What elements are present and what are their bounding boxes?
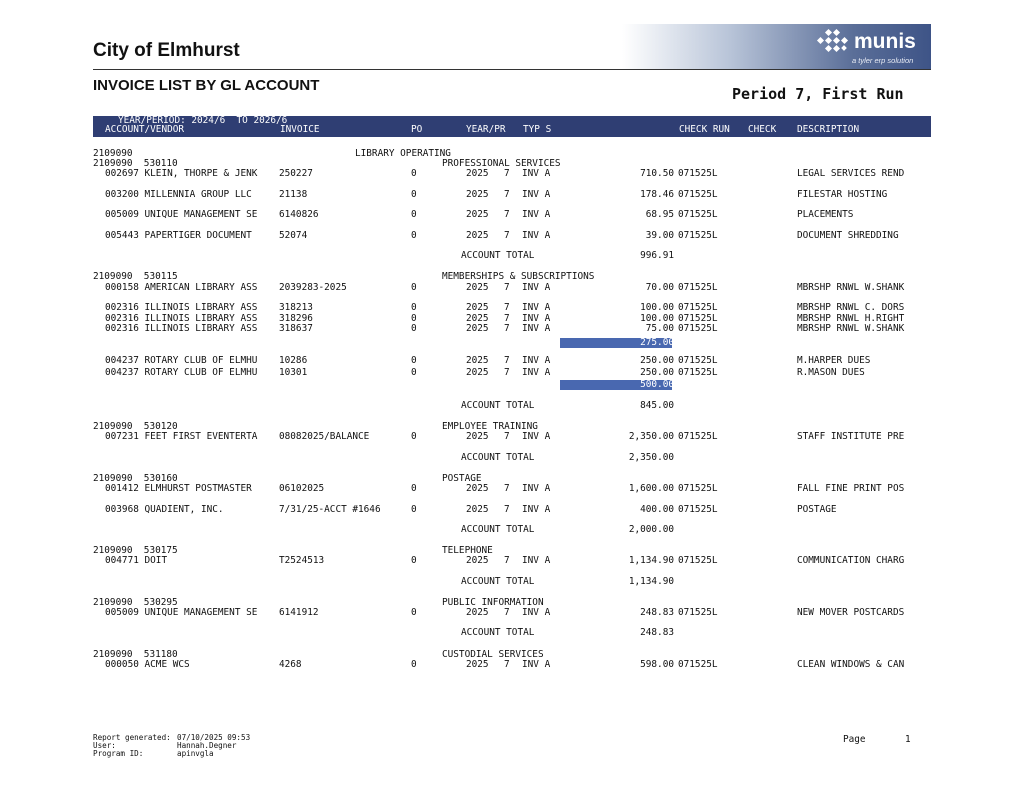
check-run: 071525L bbox=[678, 282, 718, 293]
amount: 710.50 bbox=[640, 168, 674, 179]
invoice-type-status: INV A bbox=[522, 504, 551, 515]
invoice-type-status: INV A bbox=[522, 483, 551, 494]
account-total-value: 248.83 bbox=[640, 627, 674, 638]
year: 2025 bbox=[466, 659, 489, 670]
description: R.MASON DUES bbox=[797, 367, 865, 378]
footer-program-value: apinvgla bbox=[177, 749, 214, 758]
invoice-type-status: INV A bbox=[522, 168, 551, 179]
account-total-label: ACCOUNT TOTAL bbox=[461, 250, 535, 261]
invoice-type-status: INV A bbox=[522, 555, 551, 566]
subtotal-value: 500.00 bbox=[640, 379, 674, 390]
period: 7 bbox=[504, 209, 510, 220]
invoice-type-status: INV A bbox=[522, 209, 551, 220]
invoice-number: 6140826 bbox=[279, 209, 319, 220]
year: 2025 bbox=[466, 355, 489, 366]
po-number: 0 bbox=[411, 431, 417, 442]
amount: 1,134.90 bbox=[628, 555, 674, 566]
vendor-name: 001412 ELMHURST POSTMASTER bbox=[105, 483, 252, 494]
vendor-name: 004237 ROTARY CLUB OF ELMHU bbox=[105, 367, 258, 378]
amount: 68.95 bbox=[645, 209, 674, 220]
po-number: 0 bbox=[411, 355, 417, 366]
footer-user-value: Hannah.Degner bbox=[177, 741, 237, 750]
check-run: 071525L bbox=[678, 323, 718, 334]
period: 7 bbox=[504, 555, 510, 566]
description: PLACEMENTS bbox=[797, 209, 854, 220]
year: 2025 bbox=[466, 483, 489, 494]
check-run: 071525L bbox=[678, 355, 718, 366]
po-number: 0 bbox=[411, 659, 417, 670]
description: CLEAN WINDOWS & CAN bbox=[797, 659, 905, 670]
header-rule bbox=[93, 69, 931, 70]
period: 7 bbox=[504, 504, 510, 515]
account-number: 2109090 530160 bbox=[93, 473, 178, 484]
description: FALL FINE PRINT POS bbox=[797, 483, 905, 494]
po-number: 0 bbox=[411, 168, 417, 179]
description: FILESTAR HOSTING bbox=[797, 189, 888, 200]
po-number: 0 bbox=[411, 313, 417, 324]
invoice-number: 52074 bbox=[279, 230, 308, 241]
invoice-number: 10286 bbox=[279, 355, 308, 366]
invoice-number: 21138 bbox=[279, 189, 308, 200]
year: 2025 bbox=[466, 431, 489, 442]
footer-generated-value: 07/10/2025 09:53 bbox=[177, 733, 251, 742]
invoice-number: 250227 bbox=[279, 168, 313, 179]
account-total-label: ACCOUNT TOTAL bbox=[461, 452, 535, 463]
invoice-type-status: INV A bbox=[522, 282, 551, 293]
year: 2025 bbox=[466, 168, 489, 179]
amount: 598.00 bbox=[640, 659, 674, 670]
period: 7 bbox=[504, 282, 510, 293]
vendor-name: 005009 UNIQUE MANAGEMENT SE bbox=[105, 607, 258, 618]
period: 7 bbox=[504, 659, 510, 670]
amount: 2,350.00 bbox=[628, 431, 674, 442]
col-description: DESCRIPTION bbox=[797, 124, 860, 135]
period: 7 bbox=[504, 323, 510, 334]
account-number: 2109090 530175 bbox=[93, 545, 178, 556]
amount: 248.83 bbox=[640, 607, 674, 618]
check-run: 071525L bbox=[678, 313, 718, 324]
account-total-value: 2,000.00 bbox=[628, 524, 674, 535]
col-check-run: CHECK RUN bbox=[679, 124, 730, 135]
account-name: MEMBERSHIPS & SUBSCRIPTIONS bbox=[442, 271, 595, 282]
vendor-name: 000050 ACME WCS bbox=[105, 659, 190, 670]
po-number: 0 bbox=[411, 367, 417, 378]
vendor-name: 002697 KLEIN, THORPE & JENK bbox=[105, 168, 258, 179]
account-name: EMPLOYEE TRAINING bbox=[442, 421, 538, 432]
po-number: 0 bbox=[411, 282, 417, 293]
check-run: 071525L bbox=[678, 230, 718, 241]
logo-tagline: a tyler erp solution bbox=[852, 56, 914, 65]
amount: 39.00 bbox=[645, 230, 674, 241]
invoice-type-status: INV A bbox=[522, 302, 551, 313]
account-total-value: 996.91 bbox=[640, 250, 674, 261]
period: 7 bbox=[504, 168, 510, 179]
vendor-name: 002316 ILLINOIS LIBRARY ASS bbox=[105, 302, 258, 313]
po-number: 0 bbox=[411, 323, 417, 334]
vendor-name: 007231 FEET FIRST EVENTERTA bbox=[105, 431, 258, 442]
amount: 250.00 bbox=[640, 355, 674, 366]
amount: 100.00 bbox=[640, 302, 674, 313]
year: 2025 bbox=[466, 367, 489, 378]
col-po: PO bbox=[411, 124, 423, 135]
check-run: 071525L bbox=[678, 504, 718, 515]
vendor-name: 003968 QUADIENT, INC. bbox=[105, 504, 224, 515]
amount: 100.00 bbox=[640, 313, 674, 324]
account-number: 2109090 530110 bbox=[93, 158, 178, 169]
account-number: 2109090 530115 bbox=[93, 271, 178, 282]
invoice-number: 4268 bbox=[279, 659, 302, 670]
col-check: CHECK bbox=[748, 124, 777, 135]
description: MBRSHP RNWL H.RIGHT bbox=[797, 313, 905, 324]
invoice-type-status: INV A bbox=[522, 659, 551, 670]
period: 7 bbox=[504, 607, 510, 618]
invoice-type-status: INV A bbox=[522, 323, 551, 334]
account-name: TELEPHONE bbox=[442, 545, 493, 556]
vendor-name: 002316 ILLINOIS LIBRARY ASS bbox=[105, 313, 258, 324]
account-total-value: 845.00 bbox=[640, 400, 674, 411]
description: MBRSHP RNWL C. DORS bbox=[797, 302, 905, 313]
footer-program-label: Program ID: bbox=[93, 749, 144, 758]
period: 7 bbox=[504, 189, 510, 200]
col-year-pr: YEAR/PR bbox=[466, 124, 506, 135]
check-run: 071525L bbox=[678, 302, 718, 313]
account-total-label: ACCOUNT TOTAL bbox=[461, 576, 535, 587]
period: 7 bbox=[504, 483, 510, 494]
vendor-name: 005443 PAPERTIGER DOCUMENT bbox=[105, 230, 252, 241]
footer-user-label: User: bbox=[93, 741, 116, 750]
invoice-number: T2524513 bbox=[279, 555, 325, 566]
invoice-type-status: INV A bbox=[522, 230, 551, 241]
period: 7 bbox=[504, 230, 510, 241]
account-total-value: 1,134.90 bbox=[628, 576, 674, 587]
invoice-number: 318296 bbox=[279, 313, 313, 324]
report-title: INVOICE LIST BY GL ACCOUNT bbox=[93, 77, 320, 94]
year: 2025 bbox=[466, 282, 489, 293]
amount: 70.00 bbox=[645, 282, 674, 293]
year: 2025 bbox=[466, 323, 489, 334]
year: 2025 bbox=[466, 189, 489, 200]
account-total-label: ACCOUNT TOTAL bbox=[461, 400, 535, 411]
description: COMMUNICATION CHARG bbox=[797, 555, 905, 566]
po-number: 0 bbox=[411, 189, 417, 200]
po-number: 0 bbox=[411, 230, 417, 241]
account-name: CUSTODIAL SERVICES bbox=[442, 649, 544, 660]
year-period-range: YEAR/PERIOD: 2024/6 TO 2026/6 bbox=[118, 115, 288, 126]
period: 7 bbox=[504, 355, 510, 366]
year: 2025 bbox=[466, 209, 489, 220]
check-run: 071525L bbox=[678, 431, 718, 442]
vendor-name: 004237 ROTARY CLUB OF ELMHU bbox=[105, 355, 258, 366]
account-total-label: ACCOUNT TOTAL bbox=[461, 627, 535, 638]
amount: 178.46 bbox=[640, 189, 674, 200]
footer-generated-label: Report generated: bbox=[93, 733, 171, 742]
invoice-number: 08082025/BALANCE bbox=[279, 431, 370, 442]
city-name: City of Elmhurst bbox=[93, 40, 240, 61]
po-number: 0 bbox=[411, 607, 417, 618]
account-total-label: ACCOUNT TOTAL bbox=[461, 524, 535, 535]
invoice-number: 318213 bbox=[279, 302, 313, 313]
description: STAFF INSTITUTE PRE bbox=[797, 431, 905, 442]
po-number: 0 bbox=[411, 555, 417, 566]
invoice-type-status: INV A bbox=[522, 431, 551, 442]
check-run: 071525L bbox=[678, 209, 718, 220]
logo-text: munis bbox=[854, 30, 916, 53]
account-total-value: 2,350.00 bbox=[628, 452, 674, 463]
check-run: 071525L bbox=[678, 367, 718, 378]
period: 7 bbox=[504, 431, 510, 442]
po-number: 0 bbox=[411, 504, 417, 515]
year: 2025 bbox=[466, 313, 489, 324]
check-run: 071525L bbox=[678, 659, 718, 670]
description: MBRSHP RNWL W.SHANK bbox=[797, 323, 905, 334]
period: 7 bbox=[504, 313, 510, 324]
check-run: 071525L bbox=[678, 483, 718, 494]
description: MBRSHP RNWL W.SHANK bbox=[797, 282, 905, 293]
invoice-number: 06102025 bbox=[279, 483, 325, 494]
account-number: 2109090 530120 bbox=[93, 421, 178, 432]
subtotal-value: 275.00 bbox=[640, 337, 674, 348]
year: 2025 bbox=[466, 302, 489, 313]
munis-logo-icon bbox=[812, 28, 852, 60]
invoice-type-status: INV A bbox=[522, 313, 551, 324]
amount: 75.00 bbox=[645, 323, 674, 334]
description: DOCUMENT SHREDDING bbox=[797, 230, 899, 241]
col-invoice: INVOICE bbox=[280, 124, 320, 135]
po-number: 0 bbox=[411, 483, 417, 494]
invoice-number: 2039283-2025 bbox=[279, 282, 347, 293]
account-number: 2109090 530295 bbox=[93, 597, 178, 608]
invoice-number: 10301 bbox=[279, 367, 308, 378]
vendor-name: 002316 ILLINOIS LIBRARY ASS bbox=[105, 323, 258, 334]
dept-name: LIBRARY OPERATING bbox=[355, 148, 451, 159]
check-run: 071525L bbox=[678, 189, 718, 200]
po-number: 0 bbox=[411, 302, 417, 313]
account-name: POSTAGE bbox=[442, 473, 482, 484]
invoice-number: 7/31/25-ACCT #1646 bbox=[279, 504, 381, 515]
col-account-vendor: ACCOUNT/VENDOR bbox=[105, 124, 185, 135]
year: 2025 bbox=[466, 504, 489, 515]
invoice-number: 6141912 bbox=[279, 607, 319, 618]
amount: 1,600.00 bbox=[628, 483, 674, 494]
year: 2025 bbox=[466, 555, 489, 566]
footer-page-label: Page bbox=[843, 734, 866, 745]
account-name: PUBLIC INFORMATION bbox=[442, 597, 544, 608]
column-header-bar bbox=[93, 116, 931, 137]
account-number: 2109090 531180 bbox=[93, 649, 178, 660]
period-label: Period 7, First Run bbox=[732, 85, 904, 103]
amount: 400.00 bbox=[640, 504, 674, 515]
year: 2025 bbox=[466, 230, 489, 241]
period: 7 bbox=[504, 302, 510, 313]
invoice-type-status: INV A bbox=[522, 367, 551, 378]
invoice-type-status: INV A bbox=[522, 607, 551, 618]
period: 7 bbox=[504, 367, 510, 378]
check-run: 071525L bbox=[678, 607, 718, 618]
vendor-name: 003200 MILLENNIA GROUP LLC bbox=[105, 189, 252, 200]
year: 2025 bbox=[466, 607, 489, 618]
check-run: 071525L bbox=[678, 555, 718, 566]
description: LEGAL SERVICES REND bbox=[797, 168, 905, 179]
vendor-name: 004771 DOIT bbox=[105, 555, 168, 566]
description: NEW MOVER POSTCARDS bbox=[797, 607, 905, 618]
po-number: 0 bbox=[411, 209, 417, 220]
amount: 250.00 bbox=[640, 367, 674, 378]
col-typ-s: TYP S bbox=[523, 124, 552, 135]
invoice-number: 318637 bbox=[279, 323, 313, 334]
description: M.HARPER DUES bbox=[797, 355, 871, 366]
account-name: PROFESSIONAL SERVICES bbox=[442, 158, 561, 169]
footer-page-value: 1 bbox=[905, 734, 911, 745]
vendor-name: 005009 UNIQUE MANAGEMENT SE bbox=[105, 209, 258, 220]
vendor-name: 000158 AMERICAN LIBRARY ASS bbox=[105, 282, 258, 293]
check-run: 071525L bbox=[678, 168, 718, 179]
description: POSTAGE bbox=[797, 504, 837, 515]
invoice-type-status: INV A bbox=[522, 189, 551, 200]
dept-account: 2109090 bbox=[93, 148, 133, 159]
invoice-type-status: INV A bbox=[522, 355, 551, 366]
